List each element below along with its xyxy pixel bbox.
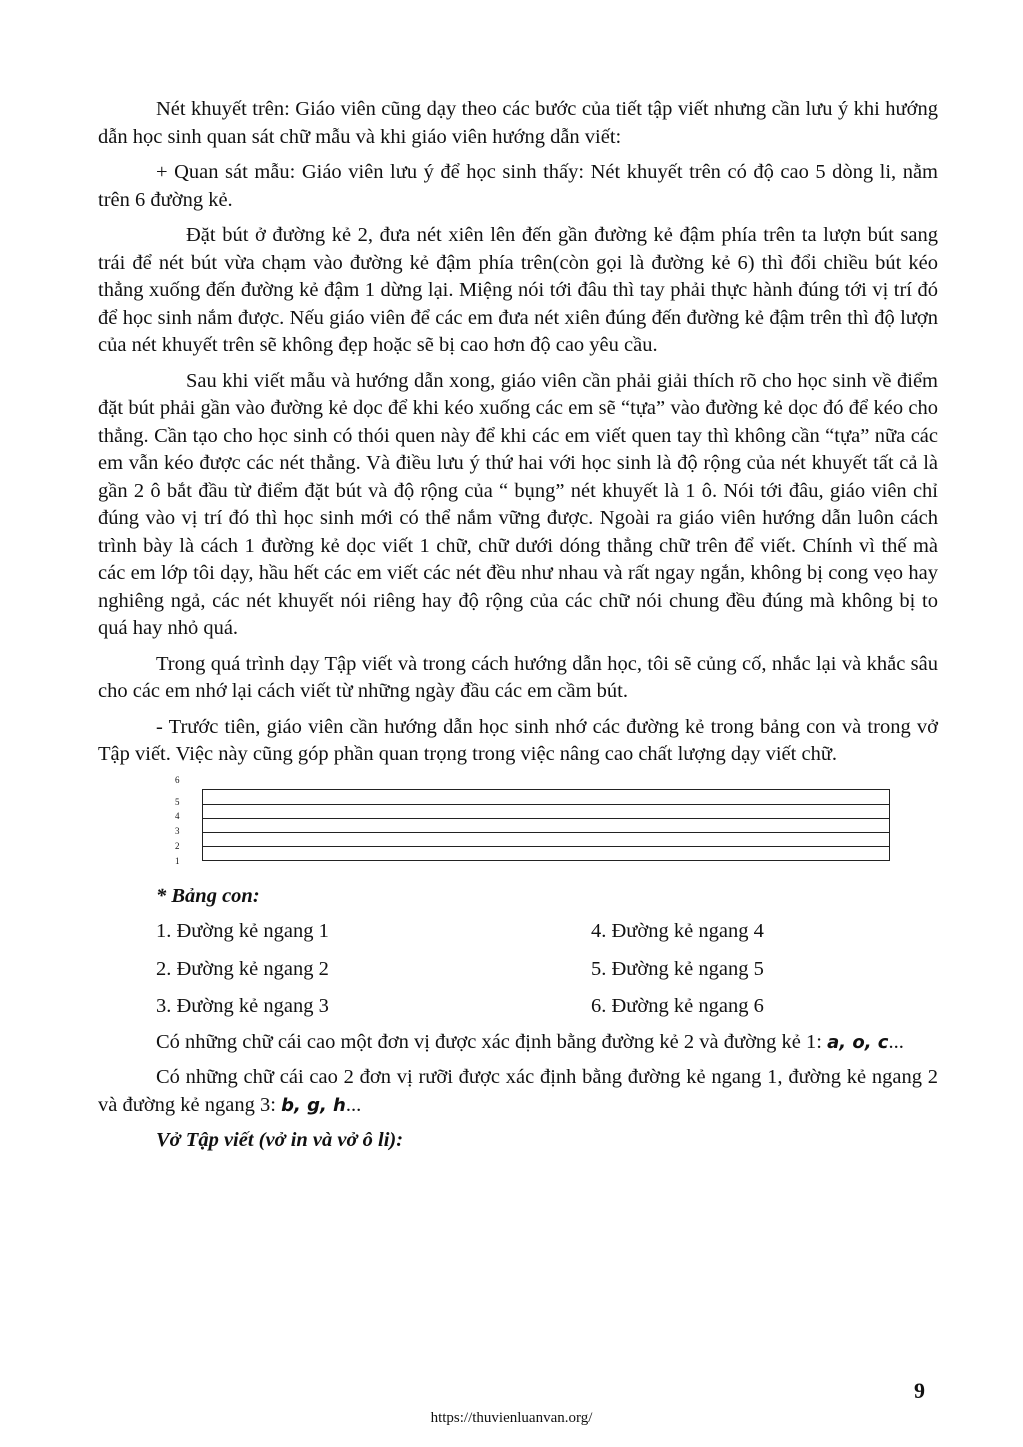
line-number-3: 3 xyxy=(175,825,180,836)
paragraph-2: + Quan sát mẫu: Giáo viên lưu ý để học sinh thấy: Nét khuyết trên có độ cao 5 dòng li, nằm trên 6 đường kẻ. xyxy=(98,161,938,211)
ruled-line xyxy=(203,804,889,805)
document-body xyxy=(98,96,938,1155)
example-letters: a, o, c xyxy=(827,1031,889,1053)
ruled-line xyxy=(203,818,889,819)
ellipsis: ... xyxy=(345,1093,362,1116)
line-number-1: 1 xyxy=(175,855,180,866)
ruled-line xyxy=(203,832,889,833)
ellipsis: ... xyxy=(888,1030,904,1053)
list-item: 4. Đường kẻ ngang 4 xyxy=(591,920,764,942)
paragraph-5: Trong quá trình dạy Tập viết và trong cách hướng dẫn học, tôi sẽ củng cố, nhắc lại và khắc sâu cho các em nhớ lại cách viết từ những ngày đầu các em cầm bút. xyxy=(98,652,938,702)
page-number: 9 xyxy=(914,1378,925,1403)
line-number-5: 5 xyxy=(175,796,180,807)
footer-url: https://thuvienluanvan.org/ xyxy=(430,1410,593,1426)
list-item: 2. Đường kẻ ngang 2 xyxy=(156,957,329,980)
line-number-2: 2 xyxy=(175,840,180,851)
paragraph-7-text: Có những chữ cái cao một đơn vị được xác định bằng đường kẻ 2 và đường kẻ 1: xyxy=(156,1030,828,1053)
paragraph-3: Đặt bút ở đường kẻ 2, đưa nét xiên lên đến gần đường kẻ đậm phía trên ta lượn bút sang trái để nét bút vừa chạm vào đường kẻ đậm phía trên(còn gọi là đường kẻ 6) thì đổi chiều bút kéo thẳng xuống đến đường kẻ đậm 1 dừng lại. Miệng nói tới đâu thì tay phải thực hành đúng tới vị trí đó để học sinh nắm được. Nếu giáo viên để các em đưa nét xiên đúng đến đường kẻ đậm trên thì độ lượn của nét khuyết trên sẽ không đẹp hoặc sẽ bị cao hơn độ cao yêu cầu. xyxy=(98,224,938,356)
list-item: 5. Đường kẻ ngang 5 xyxy=(591,957,764,980)
vo-tap-viet-heading: Vở Tập viết (vở in và vở ô li): xyxy=(156,1129,404,1151)
paragraph-6: - Trước tiên, giáo viên cần hướng dẫn học sinh nhớ các đường kẻ trong bảng con và trong vở Tập viết. Việc này cũng góp phần quan trọng trong việc nâng cao chất lượng dạy viết chữ. xyxy=(98,715,938,765)
paragraph-8 xyxy=(98,1064,938,1119)
ruled-lines-box xyxy=(202,789,890,861)
ruled-line xyxy=(203,846,889,847)
paragraph-4: Sau khi viết mẫu và hướng dẫn xong, giáo viên cần phải giải thích rõ cho học sinh về điểm đặt bút phải gần vào đường kẻ dọc để khi kéo xuống các em sẽ “tựa” vào đường kẻ dọc đó để kéo cho thẳng. Cần tạo cho học sinh có thói quen này để khi các em viết quen tay thì không cần “tựa” nữa các em vẫn kéo được các nét thẳng. Và điều lưu ý thứ hai với học sinh là độ rộng của nét khuyết tất cả là gần 2 ô bắt đầu từ điểm đặt bút và độ rộng của “ bụng” nét khuyết là 1 ô. Nói tới đâu, giáo viên chỉ đúng vào vị trí đó thì học sinh mới có thể nắm vững được. Ngoài ra giáo viên hướng dẫn luôn cách trình bày là cách 1 đường kẻ dọc viết 1 chữ, chữ dưới dóng thẳng chữ trên để viết. Chính vì thế mà các em lớp tôi dạy, hầu hết các em viết các nét đều như nhau và rất ngay ngắn, không bị cong vẹo hay nghiêng ngả, các nét khuyết nói riêng hay độ rộng của các chữ nói chung đều đúng mà không bị to quá hay nhỏ quá. xyxy=(98,369,938,639)
list-item: 3. Đường kẻ ngang 3 xyxy=(156,995,329,1017)
bang-con-heading: * Bảng con: xyxy=(156,884,260,907)
line-number-4: 4 xyxy=(175,810,180,821)
paragraph-7 xyxy=(98,1029,938,1057)
paragraph-1: Nét khuyết trên: Giáo viên cũng dạy theo các bước của tiết tập viết nhưng cần lưu ý khi hướng dẫn học sinh quan sát chữ mẫu và khi giáo viên hướng dẫn viết: xyxy=(98,98,938,148)
ruled-lines-diagram xyxy=(98,775,938,875)
bang-con-list xyxy=(98,918,938,1021)
list-item: 6. Đường kẻ ngang 6 xyxy=(591,995,764,1017)
list-item: 1. Đường kẻ ngang 1 xyxy=(156,920,329,942)
paragraph-8-text: Có những chữ cái cao 2 đơn vị rưỡi được xác định bằng đường kẻ ngang 1, đường kẻ ngang 2 và đường kẻ ngang 3: xyxy=(98,1066,938,1116)
example-letters: b, g, h xyxy=(281,1094,346,1116)
line-number-6: 6 xyxy=(175,774,180,785)
